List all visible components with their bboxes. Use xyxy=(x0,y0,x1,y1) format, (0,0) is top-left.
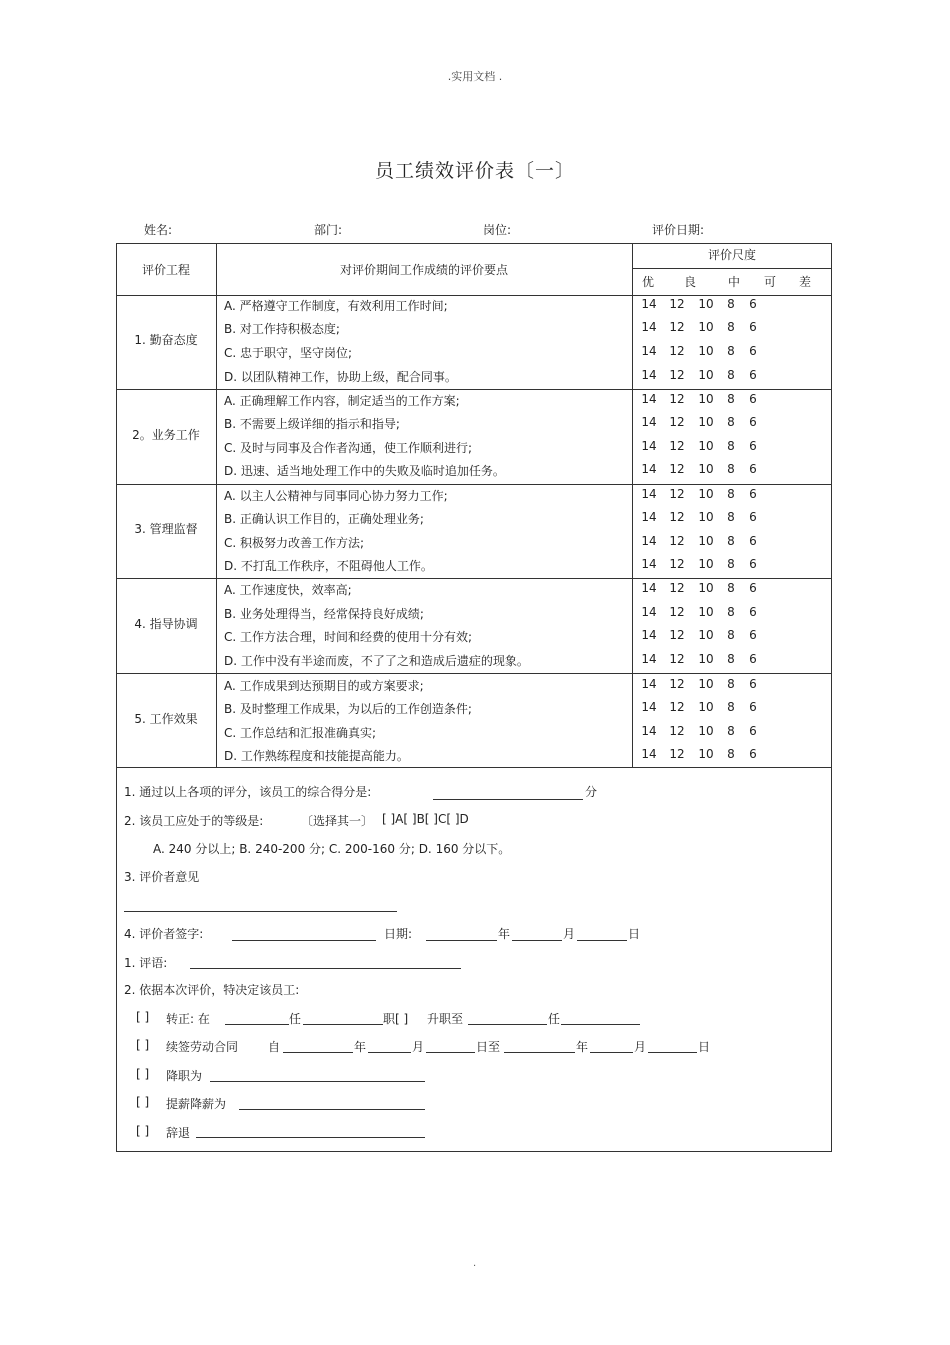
score-option[interactable]: 14 xyxy=(641,628,657,642)
score-option[interactable]: 14 xyxy=(641,392,657,406)
score-option[interactable]: 14 xyxy=(641,534,657,548)
checkbox-salary[interactable]: [ ] xyxy=(136,1095,150,1109)
score-option[interactable]: 12 xyxy=(669,605,685,619)
score-option[interactable]: 12 xyxy=(669,510,685,524)
dept-label: 部门: xyxy=(314,223,343,237)
criterion-item: D. 工作熟练程度和技能提高能力。 xyxy=(224,749,409,763)
criterion-item: A. 正确理解工作内容，制定适当的工作方案; xyxy=(224,394,460,408)
score-option[interactable]: 14 xyxy=(641,510,657,524)
score-option[interactable]: 10 xyxy=(698,652,714,666)
criterion-item: B. 不需要上级详细的指示和指导; xyxy=(224,417,400,431)
checkbox-contract[interactable]: [ ] xyxy=(136,1038,150,1052)
score-option[interactable]: 14 xyxy=(641,487,657,501)
salary-blank[interactable] xyxy=(239,1109,425,1110)
score-option[interactable]: 8 xyxy=(727,487,735,501)
score-option[interactable]: 10 xyxy=(698,628,714,642)
position-label: 岗位: xyxy=(483,223,512,237)
score-option[interactable]: 8 xyxy=(727,462,735,476)
from-day-blank[interactable] xyxy=(426,1052,475,1053)
score-option[interactable]: 14 xyxy=(641,368,657,382)
score-option[interactable]: 12 xyxy=(669,581,685,595)
criterion-item: A. 以主人公精神与同事同心协力努力工作; xyxy=(224,489,448,503)
month-blank[interactable] xyxy=(512,940,562,941)
score-option[interactable]: 6 xyxy=(749,747,757,761)
grid-line xyxy=(116,389,832,390)
score-option[interactable]: 10 xyxy=(698,439,714,453)
evaluator-signature-label: 4. 评价者签字: xyxy=(124,927,204,941)
criterion-item: D. 以团队精神工作，协助上级，配合同事。 xyxy=(224,370,457,384)
from-year-label: 年 xyxy=(354,1040,367,1054)
score-option[interactable]: 10 xyxy=(698,510,714,524)
score-option[interactable]: 14 xyxy=(641,747,657,761)
from-label: 自 xyxy=(268,1040,281,1054)
score-option[interactable]: 14 xyxy=(641,344,657,358)
score-option[interactable]: 12 xyxy=(669,677,685,691)
score-option[interactable]: 14 xyxy=(641,415,657,429)
category-label: 1. 勤奋态度 xyxy=(134,333,198,347)
score-option[interactable]: 8 xyxy=(727,320,735,334)
score-option[interactable]: 8 xyxy=(727,677,735,691)
checkbox-demote[interactable]: [ ] xyxy=(136,1067,150,1081)
score-option[interactable]: 8 xyxy=(727,581,735,595)
header-item: 评价工程 xyxy=(141,263,190,277)
criterion-item: B. 对工作持积极态度; xyxy=(224,322,340,336)
demote-blank[interactable] xyxy=(210,1081,425,1082)
score-option[interactable]: 6 xyxy=(749,581,757,595)
to-year-blank[interactable] xyxy=(504,1052,575,1053)
score-option[interactable]: 10 xyxy=(698,320,714,334)
grade-ranges: A. 240 分以上; B. 240-200 分; C. 200-160 分; D. 160 分以下。 xyxy=(153,842,511,856)
score-option[interactable]: 10 xyxy=(698,557,714,571)
category-label: 2。业务工作 xyxy=(132,428,200,442)
category-label: 5. 工作效果 xyxy=(134,712,198,726)
zhi-checkbox[interactable]: 职[ ] xyxy=(383,1012,409,1026)
eval-date-label: 评价日期: xyxy=(652,223,705,237)
score-option[interactable]: 10 xyxy=(698,747,714,761)
criterion-item: D. 不打乱工作秩序，不阻碍他人工作。 xyxy=(224,559,433,573)
from-year-blank[interactable] xyxy=(283,1052,353,1053)
grid-line xyxy=(116,578,832,579)
score-option[interactable]: 6 xyxy=(749,462,757,476)
score-option[interactable]: 14 xyxy=(641,462,657,476)
score-option[interactable]: 12 xyxy=(669,320,685,334)
score-option[interactable]: 10 xyxy=(698,415,714,429)
score-option[interactable]: 10 xyxy=(698,724,714,738)
ren-label: 任 xyxy=(289,1012,302,1026)
criterion-item: A. 工作速度快，效率高; xyxy=(224,583,352,597)
score-option[interactable]: 6 xyxy=(749,415,757,429)
comment-blank[interactable] xyxy=(190,968,461,969)
score-option[interactable]: 10 xyxy=(698,700,714,714)
grid-line xyxy=(632,243,633,767)
total-score-unit: 分 xyxy=(585,785,598,799)
grade-choice-hint: 〔选择其一〕 xyxy=(301,814,374,828)
total-score-blank[interactable] xyxy=(433,799,583,800)
score-option[interactable]: 12 xyxy=(669,344,685,358)
score-option[interactable]: 8 xyxy=(727,510,735,524)
score-option[interactable]: 6 xyxy=(749,368,757,382)
score-option[interactable]: 12 xyxy=(669,724,685,738)
score-option[interactable]: 8 xyxy=(727,439,735,453)
score-option[interactable]: 14 xyxy=(641,724,657,738)
regular-dept-blank[interactable] xyxy=(225,1024,289,1025)
header-note: .实用文档 . xyxy=(447,70,503,83)
criterion-item: C. 工作方法合理，时间和经费的使用十分有效; xyxy=(224,630,473,644)
regularize-label: 转正: 在 xyxy=(166,1012,210,1026)
score-option[interactable]: 8 xyxy=(727,415,735,429)
scale-label: 优 xyxy=(641,275,654,289)
day-to-label: 日至 xyxy=(476,1040,501,1054)
score-option[interactable]: 14 xyxy=(641,557,657,571)
score-option[interactable]: 6 xyxy=(749,439,757,453)
scale-label: 差 xyxy=(798,275,811,289)
scale-label: 中 xyxy=(727,275,740,289)
sign-date-label: 日期: xyxy=(384,927,413,941)
checkbox-regular[interactable]: [ ] xyxy=(136,1010,150,1024)
header-points: 对评价期间工作成绩的评价要点 xyxy=(339,263,508,277)
month-label: 月 xyxy=(563,927,576,941)
decision-label: 2. 依据本次评价，特决定该员工: xyxy=(124,983,300,997)
signature-blank[interactable] xyxy=(232,940,376,941)
score-option[interactable]: 6 xyxy=(749,297,757,311)
score-option[interactable]: 8 xyxy=(727,605,735,619)
score-option[interactable]: 6 xyxy=(749,605,757,619)
year-label: 年 xyxy=(498,927,511,941)
grid-line xyxy=(116,295,832,296)
score-option[interactable]: 6 xyxy=(749,652,757,666)
score-option[interactable]: 8 xyxy=(727,724,735,738)
score-option[interactable]: 6 xyxy=(749,677,757,691)
score-option[interactable]: 6 xyxy=(749,700,757,714)
criterion-item: C. 忠于职守，坚守岗位; xyxy=(224,346,353,360)
dismiss-blank[interactable] xyxy=(196,1137,425,1138)
score-option[interactable]: 14 xyxy=(641,581,657,595)
score-option[interactable]: 8 xyxy=(727,392,735,406)
criterion-item: C. 及时与同事及合作者沟通，使工作顺利进行; xyxy=(224,441,473,455)
score-option[interactable]: 14 xyxy=(641,677,657,691)
score-option[interactable]: 14 xyxy=(641,700,657,714)
score-option[interactable]: 10 xyxy=(698,392,714,406)
scale-label: 良 xyxy=(683,275,696,289)
promote-post-blank[interactable] xyxy=(561,1024,640,1025)
criterion-item: B. 业务处理得当，经常保持良好成绩; xyxy=(224,607,424,621)
to-month-label: 月 xyxy=(634,1040,647,1054)
promote-dept-blank[interactable] xyxy=(468,1024,547,1025)
score-option[interactable]: 10 xyxy=(698,581,714,595)
total-score-question: 1. 通过以上各项的评分，该员工的综合得分是: xyxy=(124,785,372,799)
grid-line xyxy=(116,484,832,485)
year-blank[interactable] xyxy=(426,940,497,941)
criterion-item: D. 工作中没有半途而废，不了了之和造成后遗症的现象。 xyxy=(224,654,529,668)
score-option[interactable]: 12 xyxy=(669,368,685,382)
score-option[interactable]: 10 xyxy=(698,605,714,619)
criterion-item: B. 及时整理工作成果，为以后的工作创造条件; xyxy=(224,702,472,716)
score-option[interactable]: 10 xyxy=(698,487,714,501)
grid-line xyxy=(632,268,832,269)
score-option[interactable]: 6 xyxy=(749,534,757,548)
from-month-blank[interactable] xyxy=(368,1052,411,1053)
score-option[interactable]: 8 xyxy=(727,297,735,311)
checkbox-dismiss[interactable]: [ ] xyxy=(136,1124,150,1138)
name-label: 姓名: xyxy=(144,223,173,237)
page-title: 员工绩效评价表〔一〕 xyxy=(374,160,575,182)
grid-line xyxy=(216,243,217,767)
criterion-item: D. 迅速、适当地处理工作中的失败及临时追加任务。 xyxy=(224,464,505,478)
score-option[interactable]: 8 xyxy=(727,557,735,571)
score-option[interactable]: 6 xyxy=(749,344,757,358)
score-option[interactable]: 10 xyxy=(698,534,714,548)
to-year-label: 年 xyxy=(576,1040,589,1054)
score-option[interactable]: 12 xyxy=(669,557,685,571)
score-option[interactable]: 8 xyxy=(727,700,735,714)
day-label: 日 xyxy=(628,927,641,941)
to-day-label: 日 xyxy=(698,1040,711,1054)
category-label: 4. 指导协调 xyxy=(134,617,198,631)
score-option[interactable]: 12 xyxy=(669,297,685,311)
score-option[interactable]: 14 xyxy=(641,439,657,453)
score-option[interactable]: 8 xyxy=(727,628,735,642)
score-option[interactable]: 14 xyxy=(641,297,657,311)
score-option[interactable]: 10 xyxy=(698,368,714,382)
opinion-blank[interactable] xyxy=(124,911,397,912)
score-option[interactable]: 6 xyxy=(749,557,757,571)
header-scale: 评价尺度 xyxy=(707,248,756,262)
score-option[interactable]: 6 xyxy=(749,510,757,524)
comment-label: 1. 评语: xyxy=(124,956,168,970)
grade-options[interactable]: [ ]A[ ]B[ ]C[ ]D xyxy=(382,812,469,826)
score-option[interactable]: 12 xyxy=(669,415,685,429)
score-option[interactable]: 14 xyxy=(641,605,657,619)
score-option[interactable]: 10 xyxy=(698,344,714,358)
score-option[interactable]: 6 xyxy=(749,320,757,334)
dismiss-label: 辞退 xyxy=(166,1126,191,1140)
footer-dot: . xyxy=(473,1258,477,1269)
score-option[interactable]: 10 xyxy=(698,677,714,691)
score-option[interactable]: 8 xyxy=(727,652,735,666)
score-option[interactable]: 12 xyxy=(669,628,685,642)
score-option[interactable]: 8 xyxy=(727,344,735,358)
to-day-blank[interactable] xyxy=(648,1052,697,1053)
grid-line xyxy=(116,767,832,768)
from-month-label: 月 xyxy=(412,1040,425,1054)
grade-question: 2. 该员工应处于的等级是: xyxy=(124,814,264,828)
score-option[interactable]: 6 xyxy=(749,392,757,406)
score-option[interactable]: 6 xyxy=(749,724,757,738)
score-option[interactable]: 14 xyxy=(641,652,657,666)
score-option[interactable]: 12 xyxy=(669,439,685,453)
day-blank[interactable] xyxy=(577,940,627,941)
demote-label: 降职为 xyxy=(166,1069,203,1083)
score-option[interactable]: 12 xyxy=(669,462,685,476)
score-option[interactable]: 8 xyxy=(727,368,735,382)
score-option[interactable]: 10 xyxy=(698,462,714,476)
score-option[interactable]: 8 xyxy=(727,747,735,761)
scale-label: 可 xyxy=(763,275,776,289)
score-option[interactable]: 12 xyxy=(669,487,685,501)
score-option[interactable]: 10 xyxy=(698,297,714,311)
criterion-item: A. 严格遵守工作制度，有效利用工作时间; xyxy=(224,299,448,313)
criterion-item: B. 正确认识工作目的，正确处理业务; xyxy=(224,512,424,526)
score-option[interactable]: 12 xyxy=(669,392,685,406)
promote-ren-label: 任 xyxy=(548,1012,561,1026)
criterion-item: A. 工作成果到达预期目的或方案要求; xyxy=(224,679,424,693)
salary-label: 提薪降薪为 xyxy=(166,1097,227,1111)
criterion-item: C. 积极努力改善工作方法; xyxy=(224,536,365,550)
score-option[interactable]: 12 xyxy=(669,534,685,548)
category-label: 3. 管理监督 xyxy=(134,522,198,536)
score-option[interactable]: 8 xyxy=(727,534,735,548)
score-option[interactable]: 12 xyxy=(669,747,685,761)
promote-label: 升职至 xyxy=(427,1012,464,1026)
criterion-item: C. 工作总结和汇报准确真实; xyxy=(224,726,377,740)
score-option[interactable]: 12 xyxy=(669,700,685,714)
grid-line xyxy=(116,673,832,674)
to-month-blank[interactable] xyxy=(590,1052,633,1053)
score-option[interactable]: 14 xyxy=(641,320,657,334)
regular-post-blank[interactable] xyxy=(303,1024,383,1025)
score-option[interactable]: 12 xyxy=(669,652,685,666)
score-option[interactable]: 6 xyxy=(749,487,757,501)
contract-label: 续签劳动合同 xyxy=(166,1040,239,1054)
score-option[interactable]: 6 xyxy=(749,628,757,642)
evaluator-opinion-label: 3. 评价者意见 xyxy=(124,870,200,884)
